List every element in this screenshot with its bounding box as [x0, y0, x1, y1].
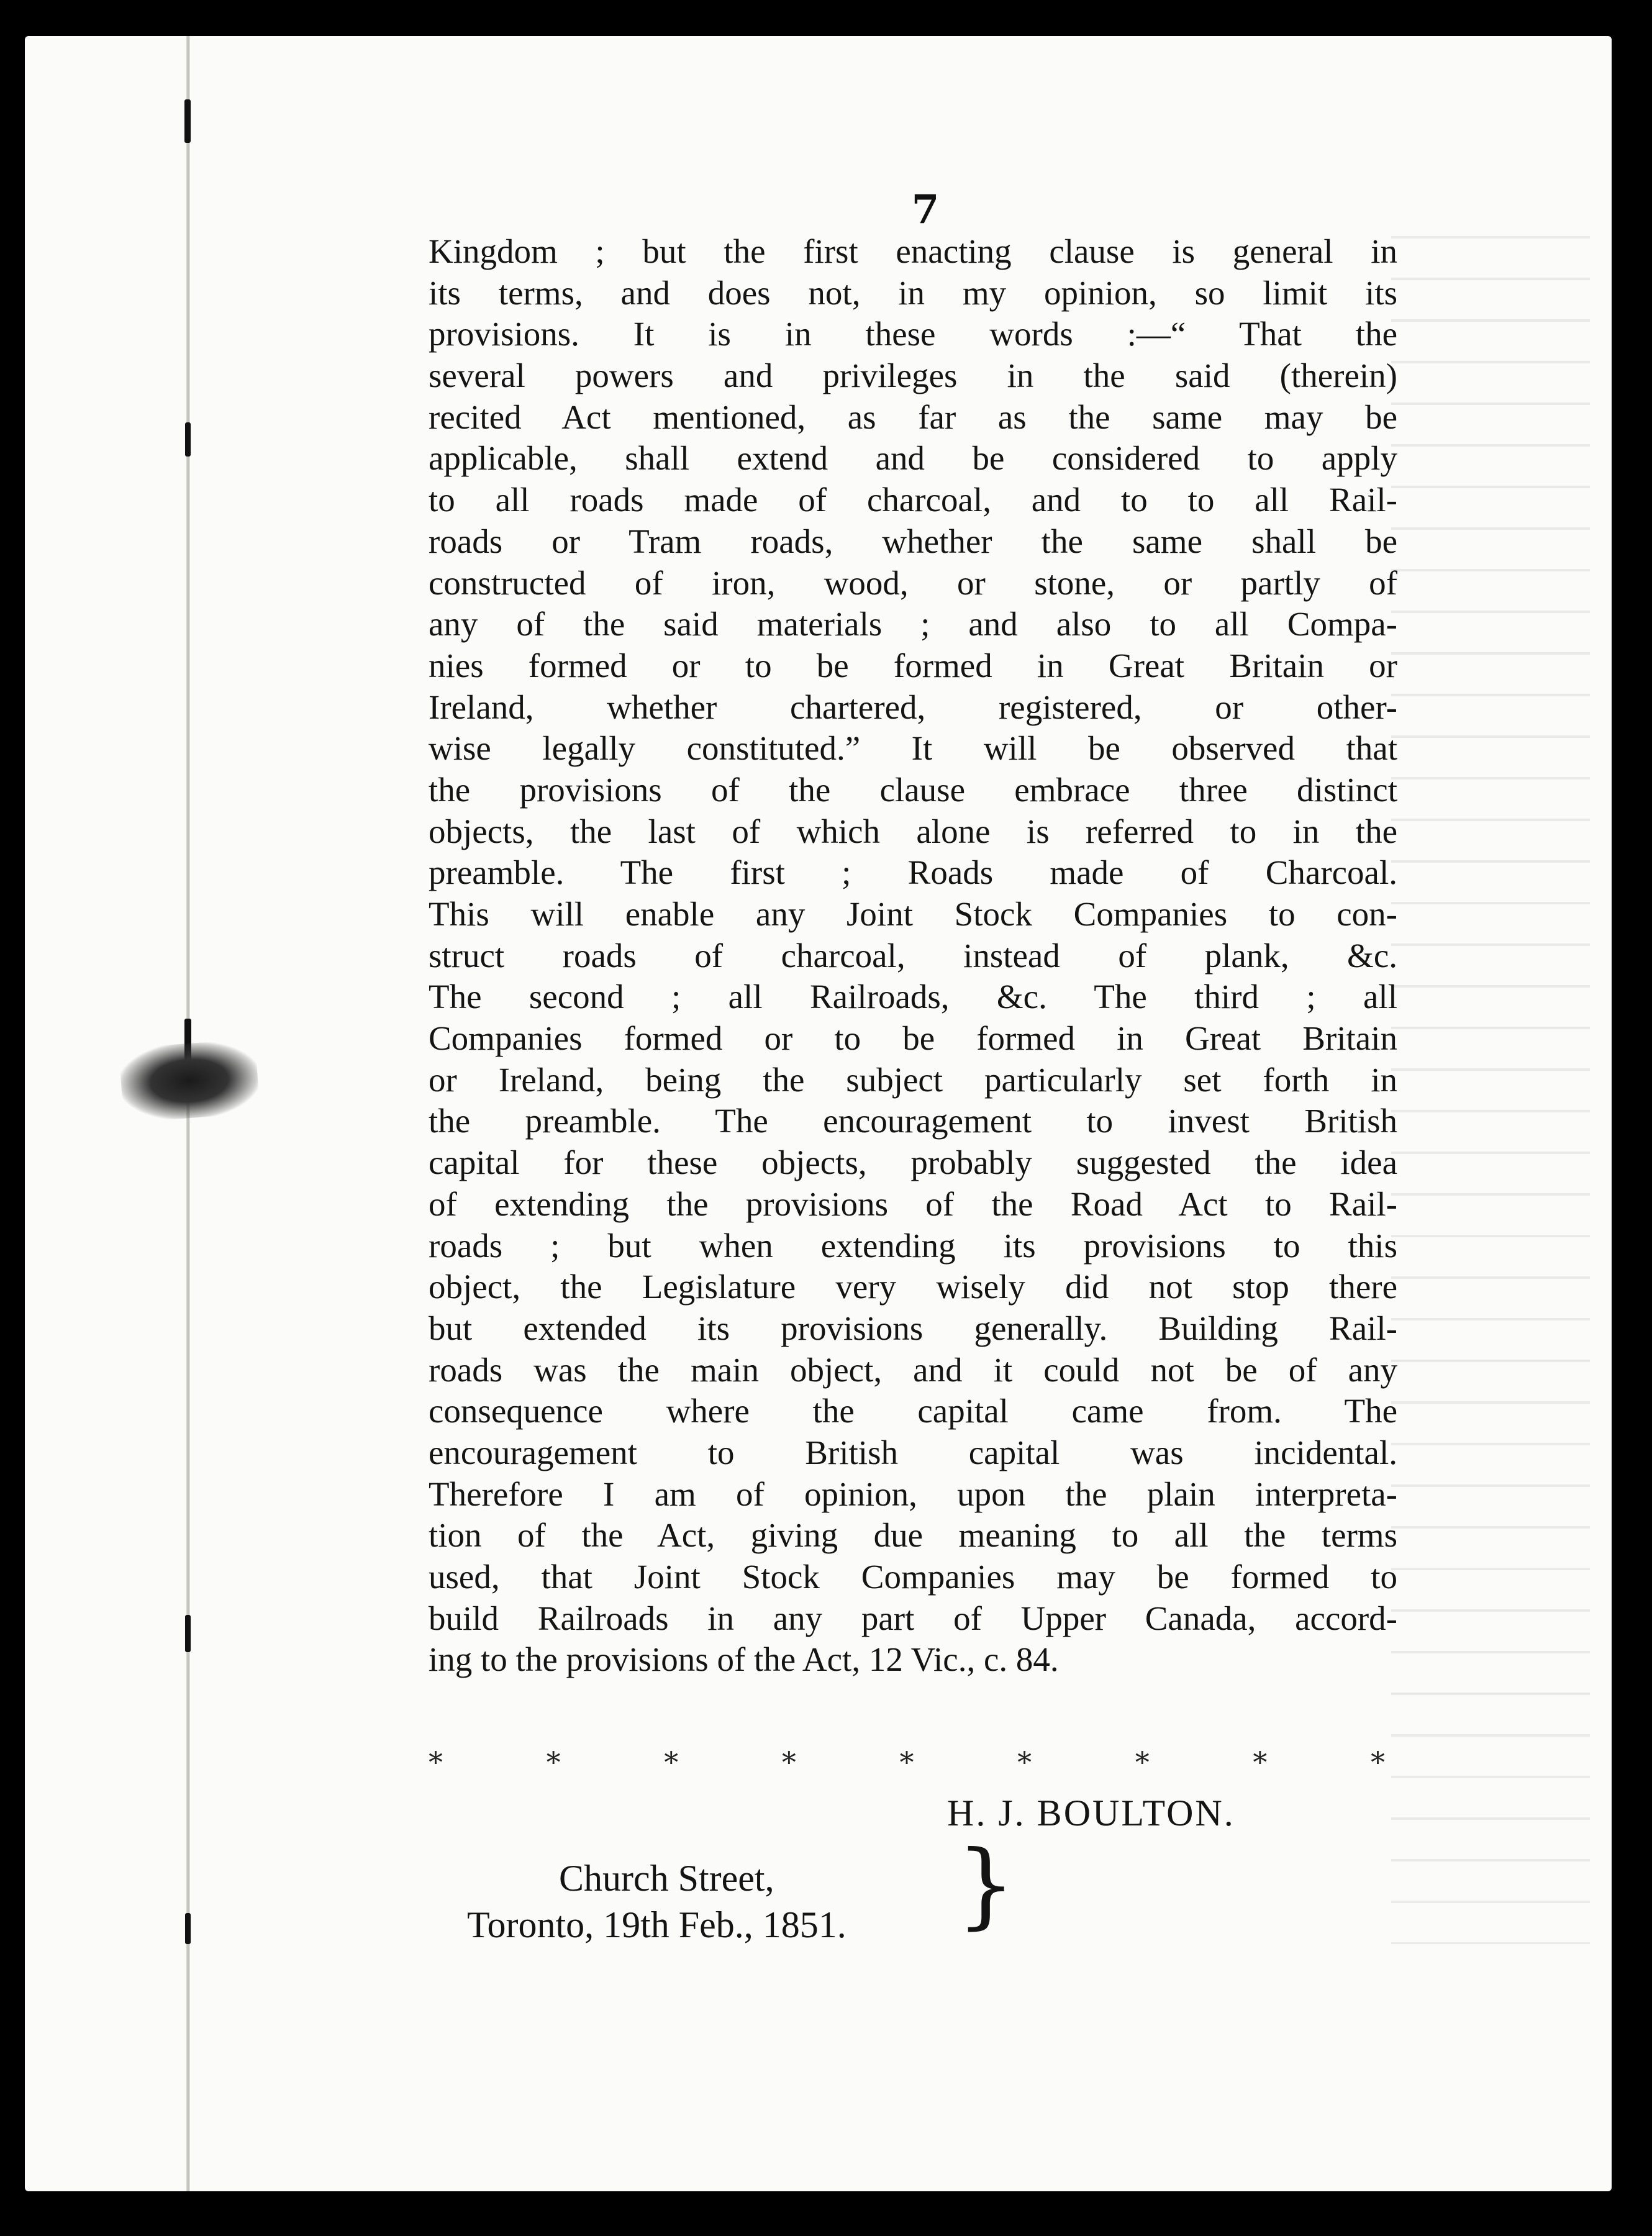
address-street: Church Street,: [559, 1858, 774, 1899]
asterisk: *: [546, 1745, 561, 1779]
text-line: to all roads made of charcoal, and to to all Rail-: [429, 481, 1397, 519]
text-line: consequence where the capital came from. The: [429, 1392, 1397, 1430]
body-text: [429, 231, 1397, 1681]
text-line: provisions. It is in these words :—“ That the: [429, 315, 1397, 353]
bleed-through-shadow: [1391, 236, 1590, 1944]
signature: H. J. BOULTON.: [947, 1793, 1235, 1834]
binding-stitch: [184, 99, 191, 143]
text-line: capital for these objects, probably suggested the idea: [429, 1143, 1397, 1182]
text-line: the preamble. The encouragement to invest British: [429, 1102, 1397, 1140]
text-line: preamble. The first ; Roads made of Charcoal.: [429, 853, 1397, 892]
text-line: roads or Tram roads, whether the same shall be: [429, 522, 1397, 560]
asterisk: *: [664, 1745, 679, 1779]
asterisk: *: [781, 1745, 796, 1779]
text-line: but extended its provisions generally. Building Rail-: [429, 1309, 1397, 1347]
text-line: object, the Legislature very wisely did not stop there: [429, 1268, 1397, 1306]
text-line: struct roads of charcoal, instead of plank, &c.: [429, 936, 1397, 975]
text-line: or Ireland, being the subject particularly set forth in: [429, 1060, 1397, 1099]
text-line: nies formed or to be formed in Great Britain or: [429, 646, 1397, 684]
binding-stitch: [185, 1913, 191, 1944]
text-line: wise legally constituted.” It will be observed that: [429, 729, 1397, 768]
text-line: This will enable any Joint Stock Companies to con-: [429, 895, 1397, 933]
asterisk: *: [1017, 1745, 1032, 1779]
text-line: roads ; but when extending its provisions to this: [429, 1226, 1397, 1265]
asterisk-separator: [429, 1745, 1385, 1779]
asterisk: *: [429, 1745, 443, 1779]
page-number: 7: [911, 186, 940, 233]
text-line: build Railroads in any part of Upper Canada, accord-: [429, 1599, 1397, 1637]
text-line: used, that Joint Stock Companies may be formed to: [429, 1558, 1397, 1596]
text-line: Therefore I am of opinion, upon the plain interpreta-: [429, 1475, 1397, 1513]
text-line: of extending the provisions of the Road Act to Rail-: [429, 1184, 1397, 1223]
text-line: roads was the main object, and it could not be of any: [429, 1350, 1397, 1389]
ink-smudge: [119, 1038, 260, 1122]
text-line: objects, the last of which alone is referred to in the: [429, 812, 1397, 850]
asterisk: *: [1253, 1745, 1268, 1779]
curly-brace-icon: }: [956, 1831, 1016, 1939]
asterisk: *: [1135, 1745, 1150, 1779]
text-line: its terms, and does not, in my opinion, so limit its: [429, 273, 1397, 312]
text-line: recited Act mentioned, as far as the same may be: [429, 398, 1397, 436]
text-line: any of the said materials ; and also to all Compa-: [429, 605, 1397, 643]
text-line: several powers and privileges in the said (therein): [429, 357, 1397, 395]
text-line: Ireland, whether chartered, registered, or other-: [429, 688, 1397, 726]
asterisk: *: [899, 1745, 914, 1779]
text-line: Kingdom ; but the first enacting clause is general in: [429, 232, 1397, 270]
text-line: The second ; all Railroads, &c. The third ; all: [429, 978, 1397, 1016]
text-line: ing to the provisions of the Act, 12 Vic., c. 84.: [429, 1640, 1059, 1679]
text-line: the provisions of the clause embrace three distinct: [429, 770, 1397, 809]
binding-stitch: [185, 1615, 191, 1652]
asterisk: *: [1371, 1745, 1385, 1779]
text-line: applicable, shall extend and be considered to apply: [429, 439, 1397, 478]
text-line: constructed of iron, wood, or stone, or partly of: [429, 563, 1397, 602]
text-line: Companies formed or to be formed in Great Britain: [429, 1019, 1397, 1058]
address-date-line: Toronto, 19th Feb., 1851.: [467, 1904, 846, 1945]
text-line: encouragement to British capital was incidental.: [429, 1433, 1397, 1471]
text-line: tion of the Act, giving due meaning to all the terms: [429, 1516, 1397, 1555]
binding-stitch: [185, 422, 191, 457]
